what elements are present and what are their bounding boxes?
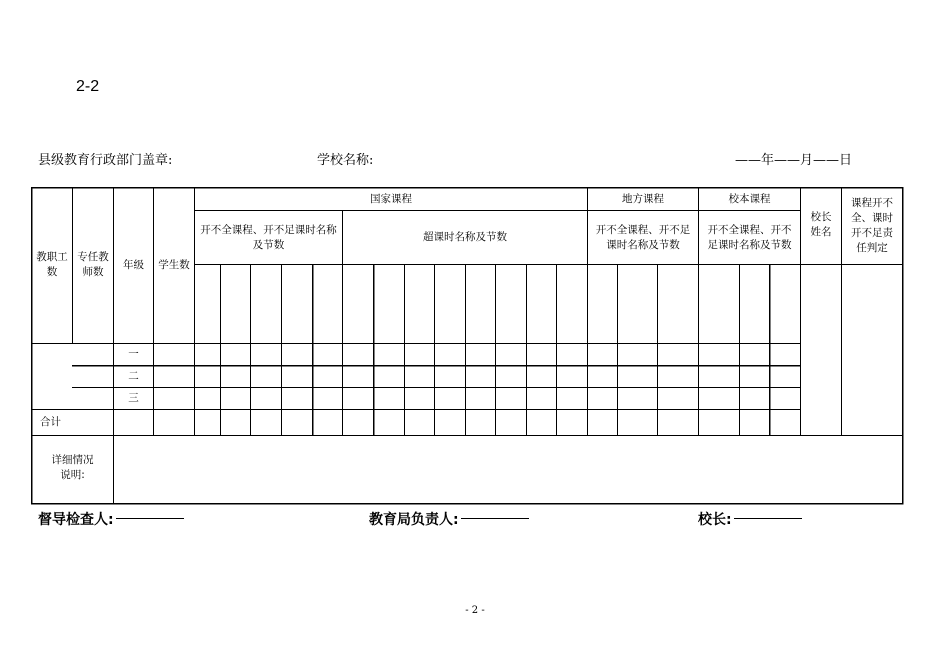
- grade-row-3: 三: [128, 392, 139, 404]
- national-excess-header: 超课时名称及节数: [423, 231, 507, 243]
- grade-row-2: 二: [128, 370, 139, 382]
- bureau-head-signature: 教育局负责人:: [369, 509, 529, 529]
- school-name-label: 学校名称:: [317, 153, 374, 168]
- principal-signature: 校长:: [698, 509, 802, 529]
- local-curriculum-header: 地方课程: [622, 192, 664, 205]
- col-responsibility-judgment: 课程开不全、课时开不足责任判定: [851, 197, 893, 254]
- grade-row-1: 一: [128, 348, 139, 360]
- supervisor-signature-line: [116, 518, 184, 519]
- date-label: ——年——月——日: [735, 153, 853, 168]
- col-principal-name: 校长姓名: [810, 211, 832, 238]
- col-student-count: 学生数: [158, 258, 190, 271]
- total-row-label: 合计: [40, 416, 61, 428]
- national-curriculum-header: 国家课程: [370, 192, 412, 205]
- col-grade: 年级: [123, 258, 144, 271]
- col-staff-count: 教职工数: [36, 251, 68, 278]
- bureau-signature-line: [461, 518, 529, 519]
- school-incomplete-header: 开不全课程、开不足课时名称及节数: [707, 223, 792, 251]
- col-specialist-teachers: 专任教师数: [77, 251, 109, 278]
- document-code: 2-2: [76, 78, 100, 95]
- local-incomplete-header: 开不全课程、开不足课时名称及节数: [595, 223, 691, 251]
- school-curriculum-header: 校本课程: [728, 192, 771, 205]
- page-number: - 2 -: [465, 605, 485, 616]
- principal-signature-line: [734, 518, 802, 519]
- county-seal-label: 县级教育行政部门盖章:: [38, 153, 173, 168]
- supervisor-signature: 督导检查人:: [38, 509, 184, 529]
- details-label: 详细情况说明:: [51, 454, 94, 481]
- national-incomplete-header: 开不全课程、开不足课时名称及节数: [200, 223, 337, 251]
